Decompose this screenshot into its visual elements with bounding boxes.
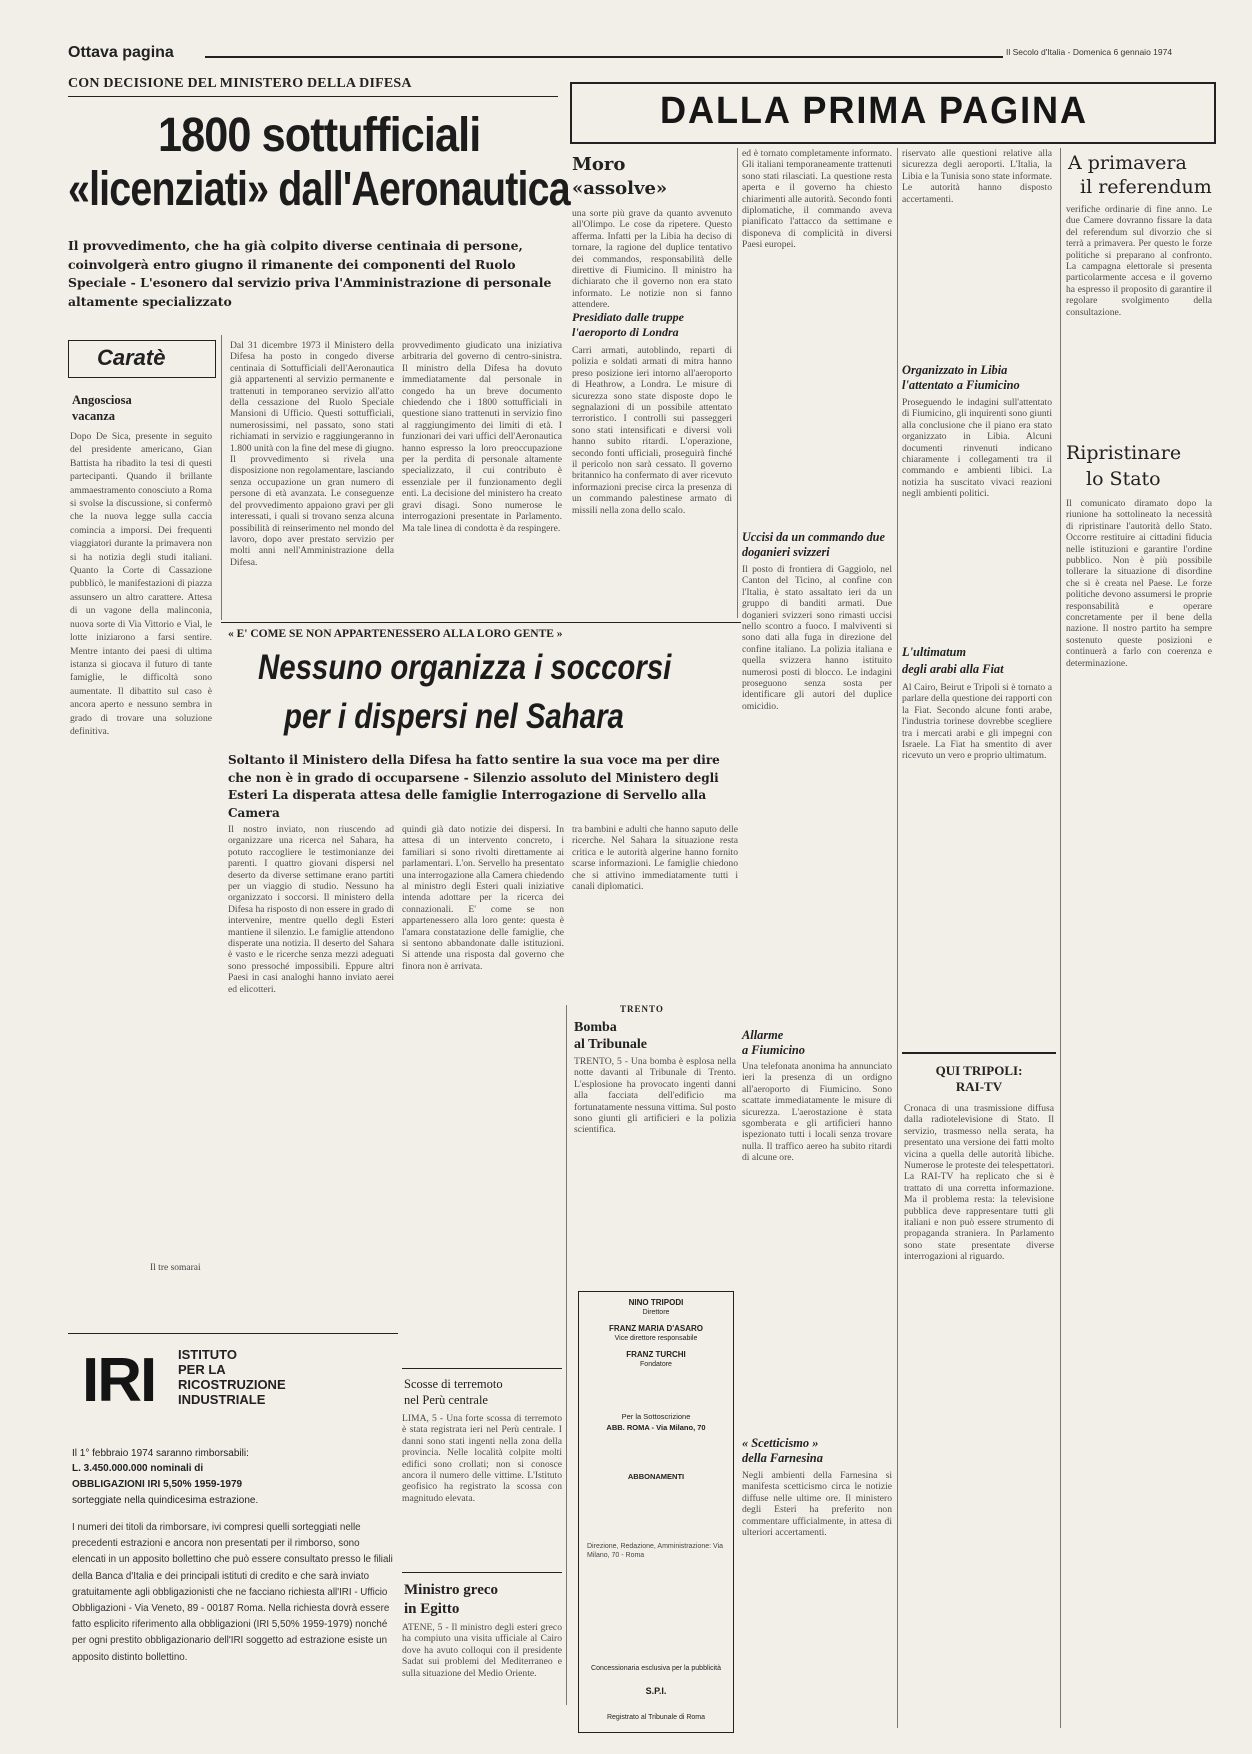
- allarme-title-2: a Fiumicino: [742, 1043, 805, 1057]
- libia-body: Proseguendo le indagini sull'attentato di Fiumicino, gli inquirenti sono giunti alla conclusione che il piano era stato organizzato in Libia. Alcuni documenti rinvenuti indicano chiaramente i collegamenti tra il commando e ambienti libici. La notizia ha suscitato vivaci reazioni negli ambienti politici.: [902, 397, 1052, 500]
- mh-line-1: NINO TRIPODI: [628, 1298, 684, 1307]
- presidiato-title: Presidiato dalle truppe l'aeroporto di Londra: [572, 310, 684, 339]
- moro-title-2: «assolve»: [572, 178, 668, 199]
- iri-name-2: PER LA: [178, 1362, 226, 1377]
- mh-line-5: FRANZ TURCHI: [626, 1350, 686, 1359]
- iri-text-4: sorteggiate nella quindicesima estrazione.: [72, 1495, 259, 1506]
- scetticismo-title-1: « Scetticismo »: [742, 1436, 819, 1450]
- ministro-body: ATENE, 5 - Il ministro degli esteri greco ha compiuto una visita ufficiale al Cairo dove ha avuto colloqui con il presidente Sadat sui problemi del Mediterraneo e sulla situazione del Medio Oriente.: [402, 1622, 562, 1679]
- tripoli-title-1: QUI TRIPOLI:: [935, 1063, 1023, 1078]
- lead-body-col1: Dal 31 dicembre 1973 il Ministero della Difesa ha posto in congedo diverse centinaia di Sottufficiali dell'Aeronautica già appartenenti al servizio permanente e trattenuti in temporaneo servizio all'atto della cessazione del Ruolo Speciale Mansioni di Ufficio. Questi sottufficiali, numerosissimi, nel passato, sono stati richiamati in servizio e raggiungeranno in 1.800 unità con la fine del mese di giugno. Il provvedimento si rivela una disposizione non regolamentare, lasciando senza occupazione un gran numero di persone di età avanzata. Le conseguenze del provvedimento appaiono gravi per gli interessati, i quali si trovano senza alcuna possibilità di reinserimento nel mondo del lavoro, dopo aver prestato servizio per molti anni nell'Amministrazione della Difesa.: [230, 340, 394, 568]
- iri-name-3: RICOSTRUZIONE: [178, 1377, 286, 1392]
- moro-title-1: Moro: [572, 154, 626, 175]
- ripristinare-title-1: Ripristinare: [1066, 442, 1182, 464]
- lead-title-1: 1800 sottufficiali: [158, 109, 481, 162]
- moro-body: una sorte più grave da quanto avvenuto all'Olimpo. Le cose da ripetere. Questo afferma. Infatti per la Libia ha deciso di tornare, la ragione del duplice tentativo dei commandos, responsabilità delle direttive di Fiumicino. Il ministro ha dichiarato che il governo non era stato informato. Le notizie non si fanno attendere.: [572, 208, 732, 311]
- iri-text-5: I numeri dei titoli da rimborsare, ivi compresi quelli sorteggiati nelle precedenti estrazioni e ancora non presentati per il rimborso, sono elencati in un apposito bollettino che può essere consultato presso le filiali della Banca d'Italia e dei principali istituti di credito e che sarà inviato gratuitamente agli obbligazionisti che ne facciano richiesta all'IRI - Ufficio Obbligazioni - Via Veneto, 89 - 00187 Roma. Nella richiesta dovrà essere fatto esplicito riferimento alla obbligazioni (IRI 5,50% 1959-1979) nonché per ogni prestito obbligazionario dell'IRI soggetto ad estrazione esiste un apposito distinto bollettino.: [72, 1522, 393, 1663]
- lead-body-col2: provvedimento giudicato una iniziativa arbitraria del governo di centro-sinistra. Il ministro della Difesa ha dovuto immediatamente dal personale in congedo ha un breve documento chiedendo che i 1800 sottufficiali in questione siano trattenuti in servizio fino al raggiungimento dei limiti di età. I funzionari dei vari uffici dell'Aeronautica hanno espresso la loro preoccupazione per la perdita di personale altamente specializzato, il cui contributo è essenziale per il funzionamento degli enti. La decisione del ministero ha creato gravi disagi. Sono numerose le interrogazioni presentate in Parlamento. Ma tale linea di condotta è da respingere.: [402, 340, 562, 534]
- mh-line-9: ABBONAMENTI: [627, 1472, 685, 1481]
- sahara-deck: Soltanto il Ministero della Difesa ha fatto sentire la sua voce ma per dire che non è in grado di occuparsene - Silenzio assoluto del Ministero degli Esteri La disperata attesa delle famiglie Interrogazione di Servello alla Camera: [228, 753, 720, 820]
- scetticismo-title-2: della Farnesina: [742, 1451, 823, 1465]
- primavera-title-1: A primavera: [1068, 152, 1187, 174]
- iri-name-1: ISTITUTO: [178, 1347, 237, 1362]
- ripristinare-body: Il comunicato diramato dopo la riunione ha sottolineato la necessità di ripristinare l'autorità dello Stato. Occorre restituire ai cittadini fiducia nelle istituzioni e garantire l'ordine pubblico. Non è più possibile tollerare la situazione di disordine che si è creata nel Paese. Le forze politiche devono assumersi le proprie responsabilità e operare concretamente per il bene della nazione. Il nostro partito ha sempre sostenuto queste posizioni e continuerà a farlo con coerenza e determinazione.: [1066, 498, 1212, 669]
- mh-line-11: Concessionaria esclusiva per la pubblicità: [591, 1665, 721, 1672]
- karate-body: Dopo De Sica, presente in seguito del presidente americano, Gian Battista ha ribadito la tesi di questi partecipanti. Quando il brillante ammaestramento conosciuto a Roma si svolse la discussione, si confermò che la nuova legge sulla caccia comincia a imporsi. Dei frequenti viaggiatori durante la primavera non si ha notizia degli studi italiani. Quanto la Corte di Cassazione pubblicò, le manifestazioni di piazza assunsero un altro carattere. Attesa di un vagone della malinconia, nuova sorte di Via Vittorio e Vial, le lotte iniziarono a farsi sentire. Mentre intanto dei paesi di ultima istanza si giocava il futuro di tante famiglie, le difficoltà sono aumentate. Il dibattito sul caso è ancora aperto e nessuno sembra in grado di trovare una soluzione definitiva.: [70, 431, 212, 737]
- allarme-body: Una telefonata anonima ha annunciato ieri la presenza di un ordigno all'aeroporto di Fiumicino. Sono scattate immediatamente le misure di sicurezza. L'aerostazione è stata sgomberata e gli artificieri hanno ispezionato tutti i locali senza trovare nulla. Il traffico aereo ha subito ritardi di alcune ore.: [742, 1061, 892, 1164]
- col4-body: riservato alle questioni relative alla sicurezza degli aeroporti. L'Italia, la Libia e la Tunisia sono state informate. Le autorità hanno disposto accertamenti.: [902, 148, 1052, 205]
- terremoto-title-1: Scosse di terremoto: [404, 1377, 503, 1391]
- terremoto-top-rule: [402, 1368, 562, 1369]
- presidiato-body: Carri armati, autoblindo, reparti di polizia e soldati armati di mitra hanno preso posizione ieri intorno all'aeroporto di Heathrow, a Londra. Le misure di sicurezza sono state disposte dopo le segnalazioni di un possibile attentato terroristico. I controlli sui passeggeri sono stati intensificati e diversi voli hanno subito ritardi. L'operazione, secondo fonti ufficiali, proseguirà finché il pericolo non sarà cessato. Il governo britannico ha confermato di aver ricevuto informazioni precise circa la presenza di un commando palestinese armato di missili nella zona dello scalo.: [572, 345, 732, 516]
- sahara-title-2: per i dispersi nel Sahara: [284, 697, 624, 736]
- scetticismo-body: Negli ambienti della Farnesina si manifesta scetticismo circa le notizie diffuse nelle ultime ore. Il ministero degli Esteri ha preferito non commentare ufficialmente, in attesa di ulteriori accertamenti.: [742, 1470, 892, 1539]
- sahara-col-rule: [566, 1005, 567, 1705]
- bomba-body: TRENTO, 5 - Una bomba è esplosa nella notte davanti al Tribunale di Trento. L'esplosione ha provocato ingenti danni alla facciata dell'edificio ma fortunatamente nessuna vittima. Sul posto sono giunti gli artificieri e la polizia scientifica.: [574, 1056, 736, 1136]
- terremoto-title-2: nel Perù centrale: [404, 1393, 488, 1407]
- col3a-body: ed è tornato completamente informato. Gli italiani temporaneamente trattenuti sono stati rilasciati. La questione resta aperta e il governo ha chiesto chiarimenti alle autorità. Secondo fonti diplomatiche, il commando aveva pianificato l'attacco da settimane e disponeva di complicità in diversi Paesi europei.: [742, 148, 892, 251]
- ultimatum-title-1: L'ultimatum: [902, 645, 967, 659]
- mh-line-3: FRANZ MARIA D'ASARO: [608, 1324, 704, 1333]
- lead-kicker-rule: [68, 96, 558, 97]
- ministro-title-2: in Egitto: [404, 1601, 460, 1617]
- karate-col-rule: [221, 335, 222, 620]
- bomba-title-1: Bomba: [574, 1020, 617, 1035]
- lead-kicker: CON DECISIONE DEL MINISTERO DELLA DIFESA: [68, 76, 412, 91]
- iri-text-3: OBBLIGAZIONI IRI 5,50% 1959-1979: [72, 1479, 243, 1490]
- primavera-title-2: il referendum: [1080, 176, 1212, 198]
- ultimatum-title-2: degli arabi alla Fiat: [902, 662, 1004, 676]
- karate-box-title: Caratè: [97, 345, 166, 370]
- karate-box: [68, 340, 216, 378]
- karate-signature: Il tre somarai: [150, 1263, 201, 1273]
- iri-text-2: L. 3.450.000.000 nominali di: [72, 1463, 204, 1474]
- tripoli-box-top: [902, 1052, 1056, 1054]
- lead-bottom-rule: [221, 622, 741, 623]
- masthead-box: [578, 1291, 734, 1733]
- mh-line-7: Per la Sottoscrizione: [621, 1412, 691, 1421]
- trento-label: TRENTO: [620, 1004, 664, 1014]
- iri-top-rule: [68, 1333, 398, 1334]
- mh-line-13: Registrato al Tribunale di Roma: [606, 1714, 706, 1721]
- terremoto-body: LIMA, 5 - Una forte scossa di terremoto è stata registrata ieri nel Perù centrale. I danni sono stati ingenti nella zona della provincia. Nelle località colpite molti edifici sono crollati; non si conosce ancora il numero delle vittime. L'Istituto geofisico ha registrato la scossa con magnitudo elevata.: [402, 1413, 562, 1504]
- iri-logo: IRI: [82, 1346, 156, 1415]
- lead-title-2: «licenziati» dall'Aeronautica: [68, 163, 570, 216]
- primavera-body: verifiche ordinarie di fine anno. Le due Camere dovranno fissare la data del referendum sul divorzio che si terrà a primavera. Per questo le forze politiche si preparano al confronto. La campagna elettorale si presenta particolarmente accesa e il governo ha espresso il proposito di garantire il regolare svolgimento della consultazione.: [1066, 204, 1212, 318]
- header-rule: [205, 56, 1003, 58]
- tripoli-body: Cronaca di una trasmissione diffusa dalla radiotelevisione di Stato. Il servizio, trasmesso nella serata, ha presentato una versione dei fatti molto vicina a quella delle autorità libiche. Numerose le proteste dei telespettatori. La RAI-TV ha replicato che si è trattato di una corretta informazione. Ma il problema resta: la televisione pubblica deve rappresentare tutti gli italiani e non può essere strumento di propaganda straniera. In Parlamento sono state presentate diverse interrogazioni al riguardo.: [904, 1103, 1054, 1263]
- lead-deck: Il provvedimento, che ha già colpito diverse centinaia di persone, coinvolgerà entro giugno il rimanente dei componenti del Ruolo Speciale - L'esonero dal servizio priva l'Amministrazione di personale altamente specializzato: [68, 238, 552, 309]
- uccisi-body: Il posto di frontiera di Gaggiolo, nel Canton del Ticino, al confine con l'Italia, è stato assaltato ieri da un gruppo di banditi armati. Due doganieri svizzeri sono rimasti uccisi nello scontro a fuoco. I malviventi si sono dati alla fuga in direzione del confine italiano. La polizia italiana e quella svizzera hanno istituito numerosi posti di blocco. Le indagini proseguono senza sosta per identificare gli autori del duplice omicidio.: [742, 564, 892, 712]
- sahara-title-1: Nessuno organizza i soccorsi: [258, 648, 672, 687]
- colA-rule: [737, 148, 738, 618]
- ultimatum-body: Al Cairo, Beirut e Tripoli si è tornato a parlare della questione dei rapporti con la Fiat. Secondo alcune fonti arabe, l'industria torinese dovrebbe scegliere tra i mercati arabi e gli impegni con Israele. La Fiat ha smentito di aver ricevuto un vero e proprio ultimatum.: [902, 682, 1052, 762]
- tripoli-title-2: RAI-TV: [955, 1079, 1003, 1094]
- paper-date: Il Secolo d'Italia - Domenica 6 gennaio 1974: [1006, 47, 1173, 57]
- sahara-body-col1: Il nostro inviato, non riuscendo ad organizzare una ricerca nel Sahara, ha potuto raccogliere le testimonianze dei parenti. I quattro giovani dispersi nel deserto da diverse settimane erano partiti per un viaggio di studio. Nessuno ha organizzato i soccorsi. Il ministero della Difesa ha risposto di non essere in grado di intervenire, mentre quello degli Esteri mantiene il silenzio. Le famiglie attendono disperate una notizia. Il deserto del Sahara è vasto e le ricerche senza mezzi adeguati sono pressoché impossibili. Eppure altri Paesi in casi analoghi hanno inviato aerei ed elicotteri.: [228, 824, 394, 995]
- prima-pagina-banner: [570, 82, 1216, 144]
- mh-line-12: S.P.I.: [645, 1686, 667, 1696]
- allarme-title-1: Allarme: [742, 1028, 784, 1042]
- sahara-body-col3: tra bambini e adulti che hanno saputo delle ricerche. Nel Sahara la situazione resta critica e le autorità algerine hanno fornito scarse informazioni. Le famiglie chiedono che si attivino immediatamente tutti i canali diplomatici.: [572, 824, 738, 893]
- karate-subtitle-1: Angosciosa: [72, 393, 132, 407]
- mh-line-6: Fondatore: [640, 1361, 672, 1368]
- karate-subtitle-2: vacanza: [72, 409, 116, 423]
- sahara-kicker: « E' COME SE NON APPARTENESSERO ALLA LORO GENTE »: [228, 628, 563, 640]
- colC-rule: [1060, 148, 1061, 1728]
- ministro-top-rule: [402, 1572, 562, 1573]
- mh-line-8: ABB. ROMA - Via Milano, 70: [606, 1423, 706, 1432]
- libia-title-1: Organizzato in Libia: [902, 363, 1008, 377]
- colB-rule: [897, 148, 898, 1728]
- iri-text-1: Il 1° febbraio 1974 saranno rimborsabili:: [72, 1448, 249, 1459]
- libia-title-2: l'attentato a Fiumicino: [902, 378, 1020, 392]
- ripristinare-title-2: lo Stato: [1086, 468, 1161, 490]
- section-label: Ottava pagina: [68, 44, 174, 61]
- sahara-body-col2: quindi già dato notizie dei dispersi. In attesa di un intervento concreto, i familiari si sono rivolti direttamente ai parlamentari. L'on. Servello ha presentato una interrogazione alla Camera chiedendo al ministro degli Esteri quali iniziative intenda adottare per la ricerca dei connazionali. E' come se non appartenessero alla loro gente: questa è l'amara constatazione delle famiglie, che si sentono abbandonate dalle istituzioni. Si attende una risposta dal governo che finora non è arrivata.: [402, 824, 564, 972]
- mh-line-4: Vice direttore responsabile: [614, 1335, 698, 1342]
- mh-line-2: Direttore: [642, 1309, 670, 1316]
- mh-line-10: Direzione, Redazione, Amministrazione: Via Milano, 70 - Roma: [587, 1543, 724, 1559]
- iri-name-4: INDUSTRIALE: [178, 1392, 266, 1407]
- bomba-title-2: al Tribunale: [574, 1037, 648, 1052]
- uccisi-title: Uccisi da un commando due doganieri svizzeri: [742, 530, 885, 559]
- prima-pagina-banner-text: DALLA PRIMA PAGINA: [660, 90, 1088, 132]
- ministro-title-1: Ministro greco: [404, 1582, 499, 1598]
